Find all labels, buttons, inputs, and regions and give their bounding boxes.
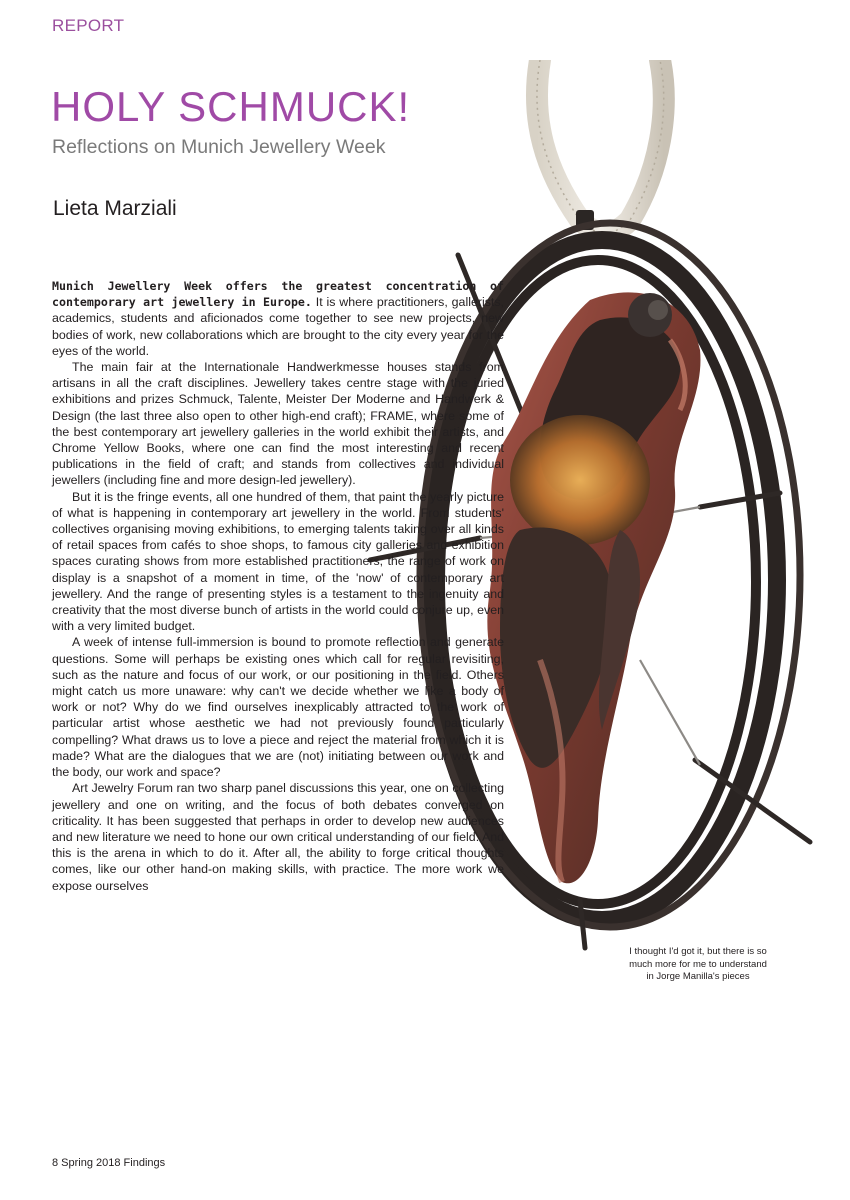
body-paragraph: But it is the fringe events, all one hundred of them, that paint the yearly picture of what is happening in contemporary art jewellery in the world. From students' collectives organising moving exhibitions, to emerging talents taking over all kinds of retail spaces from cafés to shoe shops, to famous city galleries and exhibition spaces curating shows from more established practitioners, the range of work on display is a snapshot of a moment in time, of the 'now' of contemporary art jewellery. And the range of presenting styles is a testament to the ingenuity and creativity that the most diverse bunch of artists in the world could conjure up, even with a very limited budget.	[52, 489, 504, 634]
lead-text: It is where practitioners, gallerists, academics, students and aficionados come together to see new projects, new bodies of work, new collaborations which are brought to the city every year for the eyes of the world.	[52, 295, 505, 358]
central-sculpture	[487, 292, 700, 883]
author-byline: Lieta Marziali	[53, 197, 177, 220]
necklace-cord	[537, 60, 664, 233]
lead-bold-text: Munich Jewellery Week offers the greatest concentration of contemporary art jewellery in Europe.	[52, 279, 504, 310]
lead-paragraph	[52, 278, 504, 359]
article-headline: HOLY SCHMUCK!	[51, 83, 411, 130]
image-caption: I thought I'd got it, but there is so much more for me to understand in Jorge Manilla's pieces	[629, 946, 767, 982]
page-folio: 8 Spring 2018 Findings	[52, 1157, 166, 1169]
body-paragraph: A week of intense full-immersion is bound to promote reflection and generate questions. Some will perhaps be existing ones which call for regular revisiting, such as the nature and focus of our work, or our positioning in the field. Others might catch us more unaware: why can't we decide whether we like a body of work or not? Why do we find ourselves inexplicably attracted to the work of particular artist whose aesthetic we had not previously found particularly compelling? What draws us to love a piece and reject the material from which it is made? What are the dialogues that we are (not) initiating between our work and the body, our work and space?	[52, 635, 504, 780]
section-tag: REPORT	[52, 16, 125, 35]
article-body	[52, 278, 504, 894]
article-subhead: Reflections on Munich Jewellery Week	[52, 136, 386, 158]
body-paragraph: Art Jewelry Forum ran two sharp panel discussions this year, one on collecting jewellery and one on writing, and the focus of both debates converged on criticality. It has been suggested that perhaps in order to develop new audiences and new literature we need to hone our own critical understanding of our field. And this is the arena in which to do it. After all, the ability to forge critical thoughts comes, like our other hand-on making skills, with practice. The more work we expose ourselves	[52, 781, 504, 893]
body-paragraph: The main fair at the Internationale Handwerkmesse houses stands from artisans in all the craft disciplines. Jewellery takes centre stage with the juried exhibitions and prizes Schmuck, Talente, Meister Der Moderne and Handwerk & Design (the last three also open to other high-end craft); FRAME, where some of the best contemporary art jewellery galleries in the world exhibit their artists, and Chrome Yellow Books, where one can find the most interesting and recent publications in the field of craft; and stands from collectives and individual jewellers (including fine and more design-led jewellery).	[52, 360, 504, 488]
